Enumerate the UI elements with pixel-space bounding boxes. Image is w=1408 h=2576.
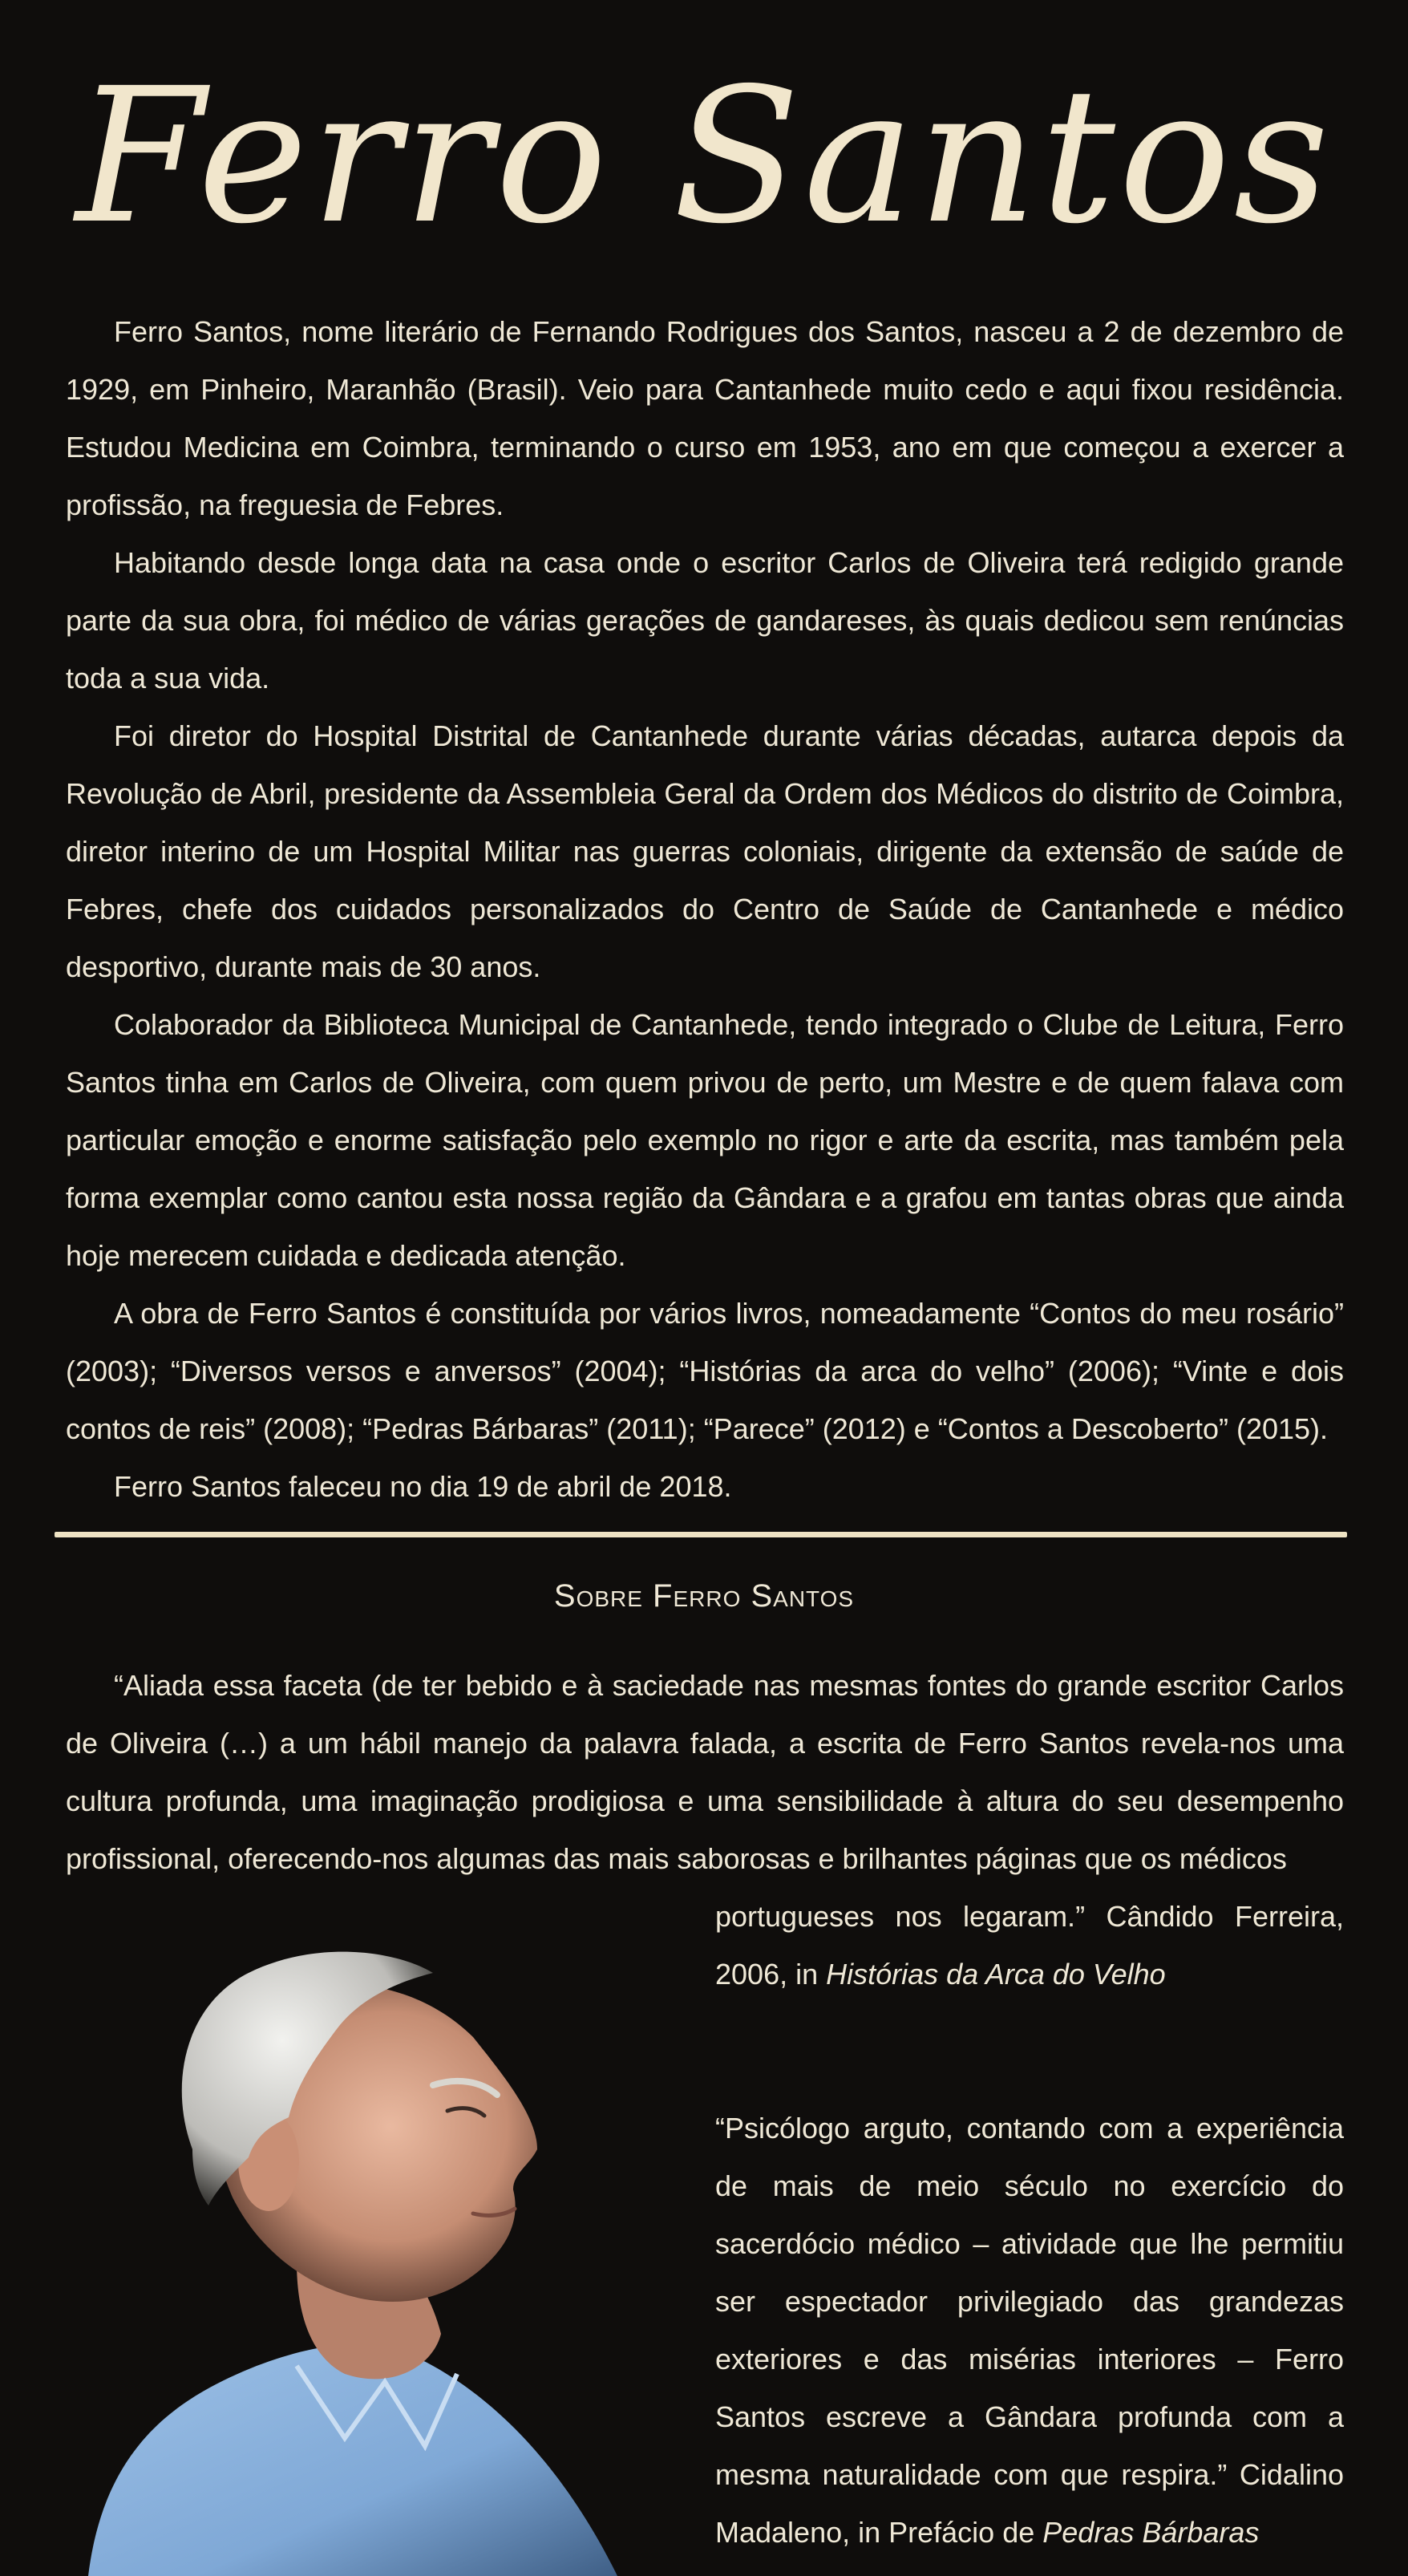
quote-cidalino-madaleno bbox=[715, 2100, 1344, 2562]
bio-paragraph: A obra de Ferro Santos é constituída por vários livros, nomeadamente “Contos do meu rosário” (2003); “Diversos versos e anversos” (2004); “Histórias da arca do velho” (2006); “Vinte e dois contos de reis” (2008); “Pedras Bárbaras” (2011); “Parece” (2012) e “Contos a Descoberto” (2015). bbox=[66, 1297, 1344, 1445]
quote-candido-ferreira-source bbox=[715, 1888, 1344, 2003]
quote-candido-ferreira bbox=[66, 1657, 1344, 1888]
biography bbox=[66, 303, 1344, 1516]
quote-text: “Psicólogo arguto, contando com a experiência de mais de meio século no exercício do sacerdócio médico – atividade que lhe permitiu ser espectador privilegiado das grandezas exteriores e das misérias interiores – Ferro Santos escreve a Gândara profunda com a mesma naturalidade com que respira.” Cidalino Madaleno, in Prefácio de bbox=[715, 2112, 1344, 2549]
bio-paragraph: Colaborador da Biblioteca Municipal de Cantanhede, tendo integrado o Clube de Leitura, Ferro Santos tinha em Carlos de Oliveira, com quem privou de perto, um Mestre e de quem falava com particular emoção e enorme satisfação pelo exemplo no rigor e arte da escrita, mas também pela forma exemplar como cantou esta nossa região da Gândara e a grafou em tantas obras que ainda hoje merecem cuidada e dedicada atenção. bbox=[66, 1008, 1344, 1272]
bio-paragraph: Foi diretor do Hospital Distrital de Cantanhede durante várias décadas, autarca depois da Revolução de Abril, presidente da Assembleia Geral da Ordem dos Médicos do distrito de Coimbra, diretor interino de um Hospital Militar nas guerras coloniais, dirigente da extensão de saúde de Febres, chefe dos cuidados personalizados do Centro de Saúde de Cantanhede e médico desportivo, durante mais de 30 anos. bbox=[66, 719, 1344, 983]
bio-paragraph: Ferro Santos faleceu no dia 19 de abril de 2018. bbox=[114, 1470, 732, 1503]
portrait-shirt bbox=[88, 2345, 617, 2576]
section-divider bbox=[55, 1532, 1347, 1537]
quote-text: “Aliada essa faceta (de ter bebido e à saciedade nas mesmas fontes do grande escritor Carlos de Oliveira (…) a um hábil manejo da palavra falada, a escrita de Ferro Santos revela-nos uma cultura profunda, uma imaginação prodigiosa e uma sensibilidade à altura do seu desempenho profissional, oferecendo-nos algumas das mais saborosas e brilhantes páginas que os médicos bbox=[66, 1669, 1344, 1875]
author-portrait bbox=[56, 1885, 698, 2576]
section-title: Sobre Ferro Santos bbox=[553, 1578, 855, 1614]
page-title: Ferro Santos bbox=[75, 48, 1333, 265]
bio-paragraph: Habitando desde longa data na casa onde o escritor Carlos de Oliveira terá redigido grande parte da sua obra, foi médico de várias gerações de gandareses, às quais dedicou sem renúncias toda a sua vida. bbox=[66, 546, 1344, 695]
quote-source-text: portugueses nos legaram.” Cândido Ferreira, 2006, in bbox=[715, 1900, 1344, 1991]
quote-work-title: Pedras Bárbaras bbox=[1042, 2516, 1260, 2549]
bio-paragraph: Ferro Santos, nome literário de Fernando Rodrigues dos Santos, nasceu a 2 de dezembro de 1929, em Pinheiro, Maranhão (Brasil). Veio para Cantanhede muito cedo e aqui fixou residência. Estudou Medicina em Coimbra, terminando o curso em 1953, ano em que começou a exercer a profissão, na freguesia de Febres. bbox=[66, 315, 1344, 521]
quote-work-title: Histórias da Arca do Velho bbox=[826, 1958, 1166, 1991]
